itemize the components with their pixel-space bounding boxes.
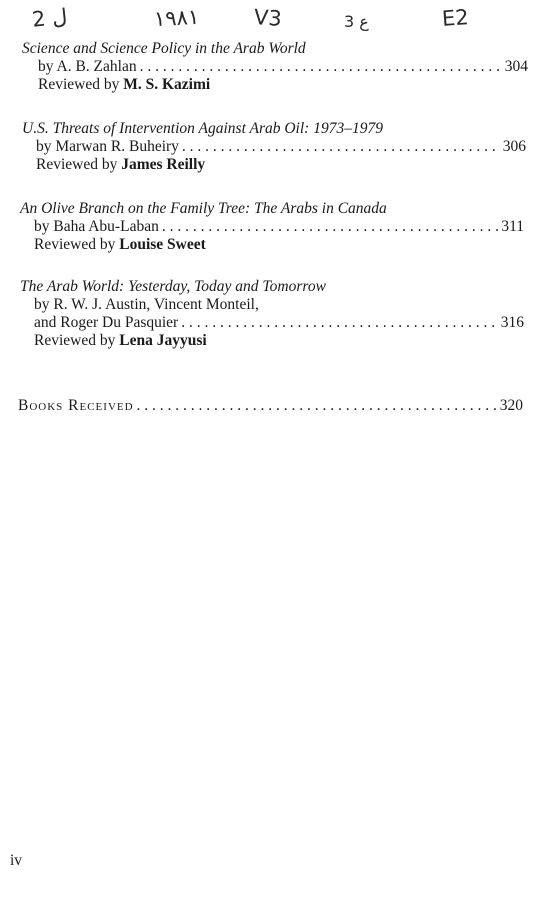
reviewer-name: Louise Sweet xyxy=(119,236,206,253)
author-row xyxy=(0,314,524,332)
author-row xyxy=(0,138,526,156)
toc-entry xyxy=(0,120,533,174)
handwritten-note-4: ع 3 xyxy=(344,12,369,31)
leader-dots xyxy=(162,218,498,236)
author-line: and Roger Du Pasquier xyxy=(34,314,179,331)
page-number: 304 xyxy=(504,58,528,75)
books-received-label: Books Received xyxy=(18,397,134,414)
reviewed-by-label: Reviewed by xyxy=(34,332,116,349)
book-title: An Olive Branch on the Family Tree: The Arabs in Canada xyxy=(20,200,387,217)
leader-dots xyxy=(137,397,497,415)
leader-dots xyxy=(140,58,502,76)
toc-entry xyxy=(0,200,533,254)
handwritten-annotation xyxy=(14,2,494,34)
page-folio: iv xyxy=(10,852,23,869)
books-received-row xyxy=(18,397,523,415)
handwritten-note-3: V3 xyxy=(253,5,283,31)
reviewer-name: Lena Jayyusi xyxy=(119,332,207,349)
handwritten-note-1: 2 ل xyxy=(30,4,69,32)
reviewer-line xyxy=(0,76,533,94)
reviewed-by-label: Reviewed by xyxy=(38,76,120,93)
page-number: 311 xyxy=(501,218,524,235)
handwritten-note-5: E2 xyxy=(441,5,470,31)
author-line: by R. W. J. Austin, Vincent Monteil, xyxy=(34,296,259,313)
toc-entry xyxy=(0,40,533,94)
book-title: Science and Science Policy in the Arab World xyxy=(22,40,306,57)
page-number: 306 xyxy=(502,138,526,155)
reviewed-by-label: Reviewed by xyxy=(34,236,116,253)
book-title: The Arab World: Yesterday, Today and Tomorrow xyxy=(20,278,326,295)
author-line: by Marwan R. Buheiry xyxy=(36,138,179,155)
page-number: 316 xyxy=(500,314,524,331)
author-row xyxy=(0,218,524,236)
leader-dots xyxy=(181,314,498,332)
reviewer-name: M. S. Kazimi xyxy=(123,76,211,93)
author-row xyxy=(0,58,528,76)
reviewer-name: James Reilly xyxy=(121,156,206,173)
book-title: U.S. Threats of Intervention Against Arab Oil: 1973–1979 xyxy=(22,120,383,137)
page-number: 320 xyxy=(499,397,523,414)
leader-dots xyxy=(182,138,500,156)
toc-entry xyxy=(0,278,533,350)
reviewed-by-label: Reviewed by xyxy=(36,156,118,173)
reviewer-line xyxy=(0,156,533,174)
books-received-entry xyxy=(18,397,523,415)
handwritten-note-2: ١٩٨١ xyxy=(153,4,200,32)
reviewer-line xyxy=(0,236,533,254)
reviewer-line xyxy=(0,332,533,350)
author-line: by Baha Abu-Laban xyxy=(34,218,159,235)
author-line: by A. B. Zahlan xyxy=(38,58,137,75)
